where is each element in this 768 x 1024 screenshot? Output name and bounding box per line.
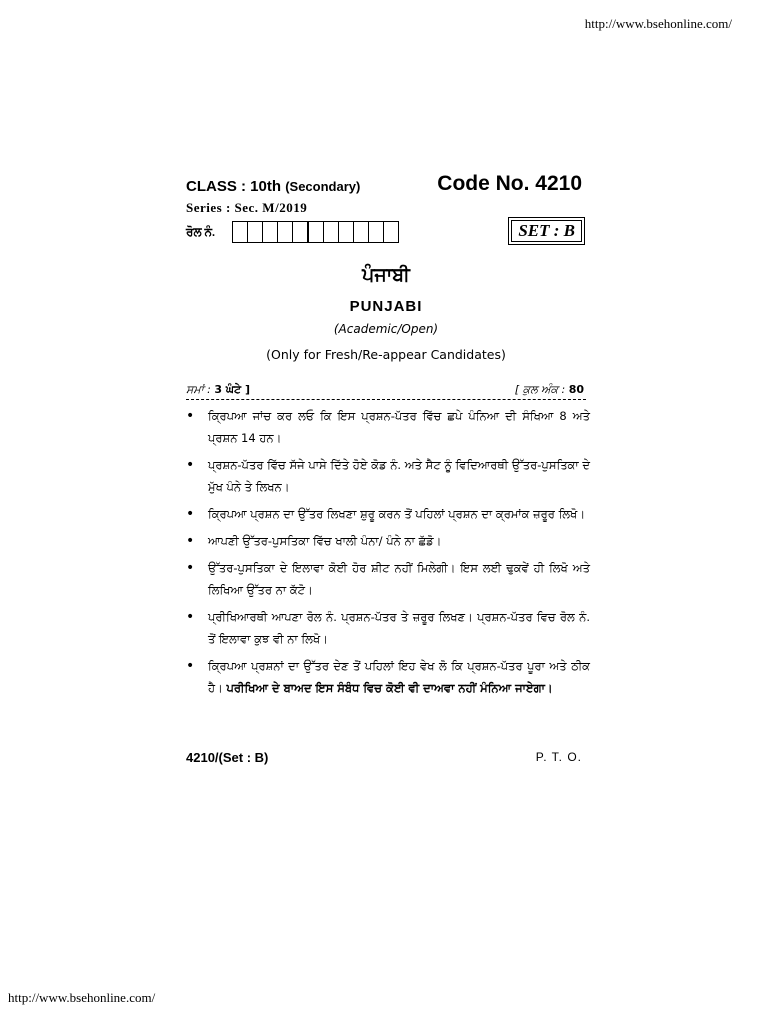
- pto-label: P. T. O.: [535, 750, 582, 764]
- time-prefix: ਸਮਾਂ :: [186, 383, 215, 396]
- instruction-text: ਪ੍ਰੀਖਿਆਰਥੀ ਆਪਣਾ ਰੋਲ ਨੰ. ਪ੍ਰਸ਼ਨ-ਪੱਤਰ ਤੇ ਜ਼ਰੂਰ ਲਿਖਣ। ਪ੍ਰਸ਼ਨ-ਪੱਤਰ ਵਿਚ ਰੋਲ ਨੰ. ਤੋਂ ਇਲਾਵਾ ਕੁਝ ਵੀ ਨਾ ਲਿਖੋ।: [208, 610, 590, 646]
- instruction-item: [186, 503, 590, 525]
- instruction-item: [186, 655, 590, 699]
- roll-number-box[interactable]: [309, 222, 324, 242]
- instruction-item: [186, 530, 590, 552]
- class-label: [186, 178, 360, 195]
- bullet-icon: •: [186, 457, 195, 473]
- marks-prefix: [ ਕੁਲ ਅੰਕ :: [514, 383, 569, 396]
- instruction-text: ਕ੍ਰਿਪਆ ਜਾਂਚ ਕਰ ਲਓ ਕਿ ਇਸ ਪ੍ਰਸ਼ਨ-ਪੱਤਰ ਵਿੱਚ ਛਪੇ ਪੰਨਿਆ ਦੀ ਸੰਖਿਆ 8 ਅਤੇ ਪ੍ਰਸ਼ਨ 14 ਹਨ।: [208, 409, 590, 445]
- roll-number-box[interactable]: [248, 222, 263, 242]
- instruction-item: [186, 454, 590, 498]
- instruction-bold-text: ਪਰੀਖਿਆ ਦੇ ਬਾਅਦ ਇਸ ਸੰਬੰਧ ਵਿਚ ਕੋਈ ਵੀ ਦਾਅਵਾ ਨਹੀਂ ਮੰਨਿਆ ਜਾਏਗਾ।: [226, 681, 553, 695]
- time-label: [186, 383, 250, 397]
- source-url-bottom[interactable]: http://www.bsehonline.com/: [8, 990, 156, 1005]
- roll-number-box[interactable]: [369, 222, 384, 242]
- source-url-top[interactable]: http://www.bsehonline.com/: [584, 16, 732, 31]
- instruction-text: ਕ੍ਰਿਪਆ ਪ੍ਰਸ਼ਨਾਂ ਦਾ ਉੱਤਰ ਦੇਣ ਤੋਂ ਪਹਿਲਾਂ ਇਹ ਵੇਖ ਲੋ ਕਿ ਪ੍ਰਸ਼ਨ-ਪੱਤਰ ਪੂਰਾ ਅਤੇ ਠੀਕ ਹੈ।: [208, 659, 590, 695]
- instruction-text: ਪ੍ਰਸ਼ਨ-ਪੱਤਰ ਵਿੱਚ ਸੱਜੇ ਪਾਸੇ ਦਿੱਤੇ ਹੋਏ ਕੋਡ ਨੰ. ਅਤੇ ਸੈਟ ਨੂੰ ਵਿਦਿਆਰਥੀ ਉੱਤਰ-ਪੁਸਤਿਕਾ ਦੇ ਮੁੱਖ ਪੰਨੇ ਤੇ ਲਿਖਨ।: [208, 458, 590, 494]
- max-marks-label: [515, 383, 584, 397]
- series-label: Series : Sec. M/2019: [186, 200, 308, 215]
- marks-value: 80: [568, 383, 584, 396]
- roll-number-label: ਰੋਲ ਨੰ.: [186, 225, 216, 239]
- divider: [186, 399, 586, 400]
- roll-number-box[interactable]: [278, 222, 293, 242]
- bullet-icon: •: [186, 560, 195, 576]
- bullet-icon: •: [186, 408, 195, 424]
- academic-open-label: (Academic/Open): [333, 322, 439, 336]
- class-sub: (Secondary): [285, 179, 361, 194]
- bullet-icon: •: [186, 609, 195, 625]
- instruction-item: [186, 606, 590, 650]
- instruction-text: ਉੱਤਰ-ਪੁਸਤਿਕਾ ਦੇ ਇਲਾਵਾ ਕੋਈ ਹੋਰ ਸ਼ੀਟ ਨਹੀਂ ਮਿਲੇਗੀ। ਇਸ ਲਈ ਢੁਕਵੇਂ ਹੀ ਲਿਖੋ ਅਤੇ ਲਿਖਿਆ ਉੱਤਰ ਨਾ ਕੱਟੋ।: [208, 561, 590, 597]
- bullet-icon: •: [186, 658, 195, 674]
- class-text: CLASS : 10th: [186, 178, 282, 195]
- candidates-label: (Only for Fresh/Re-appear Candidates): [266, 347, 506, 362]
- roll-number-box[interactable]: [324, 222, 339, 242]
- roll-number-box[interactable]: [293, 222, 309, 242]
- instruction-text: ਆਪਣੀ ਉੱਤਰ-ਪੁਸਤਿਕਾ ਵਿੱਚ ਖਾਲੀ ਪੰਨਾ/ ਪੰਨੇ ਨਾ ਛੱਡੋ।: [208, 534, 442, 548]
- instructions-list: [186, 405, 590, 704]
- footer-code: 4210/(Set : B): [186, 750, 269, 765]
- subject-title-punjabi: ਪੰਜਾਬੀ: [362, 264, 410, 286]
- subject-title-english: PUNJABI: [349, 298, 423, 315]
- roll-number-box[interactable]: [233, 222, 248, 242]
- roll-number-box[interactable]: [263, 222, 278, 242]
- set-label: SET : B: [511, 220, 582, 242]
- bullet-icon: •: [186, 533, 195, 549]
- instruction-text: ਕ੍ਰਿਪਆ ਪ੍ਰਸ਼ਨ ਦਾ ਉੱਤਰ ਲਿਖਣਾ ਸ਼ੁਰੂ ਕਰਨ ਤੋਂ ਪਹਿਲਾਂ ਪ੍ਰਸ਼ਨ ਦਾ ਕ੍ਰਮਾਂਕ ਜ਼ਰੂਰ ਲਿਖੋ।: [208, 507, 586, 521]
- code-number: Code No. 4210: [437, 172, 582, 195]
- roll-number-boxes[interactable]: [232, 221, 399, 243]
- roll-number-box[interactable]: [339, 222, 354, 242]
- bullet-icon: •: [186, 506, 195, 522]
- roll-number-box[interactable]: [384, 222, 398, 242]
- time-value: 3 ਘੰਟੇ ]: [214, 383, 250, 396]
- instruction-item: [186, 557, 590, 601]
- roll-number-box[interactable]: [354, 222, 369, 242]
- instruction-item: [186, 405, 590, 449]
